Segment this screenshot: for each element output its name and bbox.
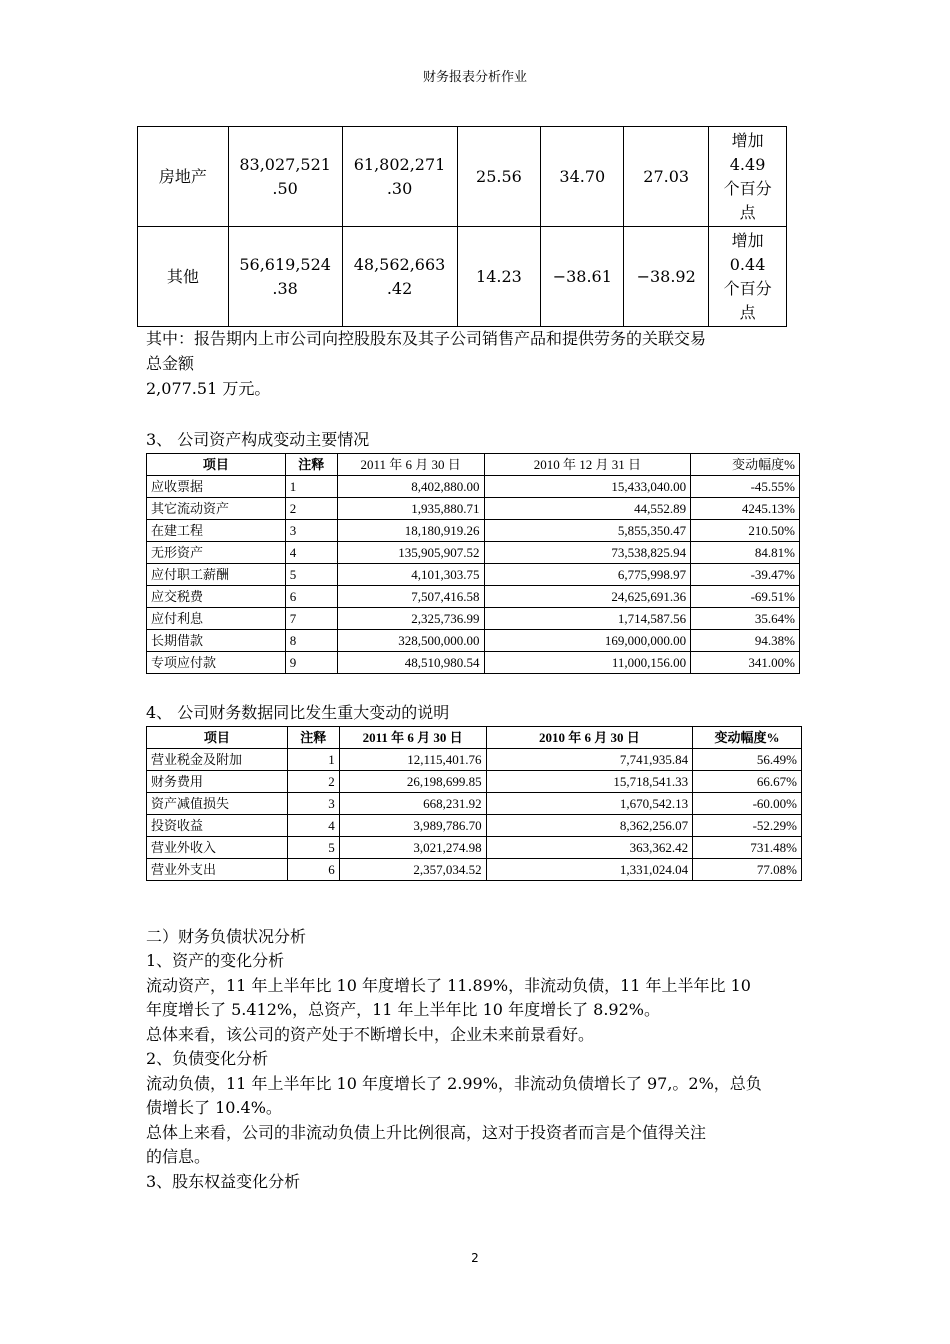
paragraph-line: 的信息。: [146, 1147, 211, 1166]
table-cell: 1,935,880.71: [337, 498, 484, 520]
table-cell: 投资收益: [147, 815, 288, 837]
table-cell: 44,552.89: [484, 498, 691, 520]
table-cell: 84.81%: [691, 542, 800, 564]
cell-line: .50: [272, 178, 298, 198]
cell-line: 56,619,524: [239, 254, 331, 274]
section-title: 4、 公司财务数据同比发生重大变动的说明: [146, 703, 450, 722]
table-cell: 在建工程: [147, 520, 286, 542]
table-cell: 210.50%: [691, 520, 800, 542]
table-cell: 应付利息: [147, 608, 286, 630]
table-row: [147, 520, 800, 542]
table-row: [138, 227, 787, 327]
table-cell: 66.67%: [693, 771, 802, 793]
table-cell: 15,433,040.00: [484, 476, 691, 498]
table-cell: 341.00%: [691, 652, 800, 674]
table-body: [147, 476, 800, 674]
table-cell: [228, 127, 342, 227]
table-header-row: [147, 454, 800, 476]
cell-line: 4.49: [729, 154, 766, 174]
cell-line: .38: [272, 278, 298, 298]
table-cell: 135,905,907.52: [337, 542, 484, 564]
table-row: [147, 749, 802, 771]
table-body: [147, 749, 802, 881]
table-cell: 363,362.42: [486, 837, 693, 859]
note-line: 其中：报告期内上市公司向控股股东及其子公司销售产品和提供劳务的关联交易: [146, 329, 707, 348]
section-title: 3、 公司资产构成变动主要情况: [146, 430, 370, 449]
column-header: 注释: [287, 727, 339, 749]
paragraph-line: 年度增长了 5.412%，总资产，11 年上半年比 10 年度增长了 8.92%。: [146, 1000, 660, 1019]
cell-line: 点: [739, 302, 756, 322]
table-cell: 1,670,542.13: [486, 793, 693, 815]
column-header: 2010 年 12 月 31 日: [484, 454, 691, 476]
table-row: [147, 564, 800, 586]
table-cell: 8,402,880.00: [337, 476, 484, 498]
note-line: 总金额: [146, 354, 195, 373]
table-cell: 2,357,034.52: [339, 859, 486, 881]
paragraph-line: 债增长了 10.4%。: [146, 1098, 282, 1117]
table-cell: 6,775,998.97: [484, 564, 691, 586]
asset-change-table: [146, 453, 800, 674]
table-cell: -69.51%: [691, 586, 800, 608]
cell-line: 61,802,271: [353, 154, 446, 174]
table-cell: 77.08%: [693, 859, 802, 881]
table-cell: 应交税费: [147, 586, 286, 608]
table-cell: 48,510,980.54: [337, 652, 484, 674]
table-cell: -45.55%: [691, 476, 800, 498]
table-row: [147, 476, 800, 498]
cell-line: 83,027,521: [239, 154, 331, 174]
cell-line: 增加: [731, 230, 764, 250]
table-cell: 8,362,256.07: [486, 815, 693, 837]
page-number: 2: [471, 1251, 479, 1265]
table-row: [147, 771, 802, 793]
table-cell: 4: [285, 542, 337, 564]
table-cell: 财务费用: [147, 771, 288, 793]
table-cell: 7,741,935.84: [486, 749, 693, 771]
table-cell: 4: [287, 815, 339, 837]
table-cell: −38.61: [541, 227, 624, 327]
cell-line: 48,562,663: [353, 254, 446, 274]
table-cell: 3: [287, 793, 339, 815]
table-cell: 328,500,000.00: [337, 630, 484, 652]
cell-line: 点: [739, 202, 756, 222]
table-cell: 5: [287, 837, 339, 859]
table-cell: 应付职工薪酬: [147, 564, 286, 586]
cell-line: 0.44: [729, 254, 766, 274]
table-cell: [342, 227, 457, 327]
table-cell: 26,198,699.85: [339, 771, 486, 793]
table-cell: 34.70: [541, 127, 624, 227]
table-cell: 1,714,587.56: [484, 608, 691, 630]
subsection-title: 1、资产的变化分析: [146, 951, 285, 970]
table-cell: 169,000,000.00: [484, 630, 691, 652]
column-header: 2010 年 6 月 30 日: [486, 727, 693, 749]
table-cell: -52.29%: [693, 815, 802, 837]
table-row: [147, 652, 800, 674]
table-cell: 营业外支出: [147, 859, 288, 881]
table-cell: 4,101,303.75: [337, 564, 484, 586]
table-cell: 8: [285, 630, 337, 652]
table-row: [147, 815, 802, 837]
table-cell: 6: [285, 586, 337, 608]
table-row: [147, 793, 802, 815]
paragraph-line: 总体来看，该公司的资产处于不断增长中，企业未来前景看好。: [146, 1025, 595, 1044]
column-header: 项目: [147, 727, 288, 749]
table-cell: 6: [287, 859, 339, 881]
table-cell: 1,331,024.04: [486, 859, 693, 881]
table-cell: 3: [285, 520, 337, 542]
financial-change-table: [146, 726, 802, 881]
table-cell: 5,855,350.47: [484, 520, 691, 542]
table-cell: 1: [287, 749, 339, 771]
table-row: [138, 127, 787, 227]
table-cell: 14.23: [457, 227, 541, 327]
table-row: [147, 837, 802, 859]
table-cell: 营业税金及附加: [147, 749, 288, 771]
table-cell: 56.49%: [693, 749, 802, 771]
note-line: 2,077.51 万元。: [146, 379, 271, 398]
table-cell: 其它流动资产: [147, 498, 286, 520]
column-header: 注释: [285, 454, 337, 476]
table-cell: 5: [285, 564, 337, 586]
table-cell: 2: [287, 771, 339, 793]
table-cell: −38.92: [624, 227, 709, 327]
table-cell: 25.56: [457, 127, 541, 227]
table-cell: 94.38%: [691, 630, 800, 652]
table-cell: 2: [285, 498, 337, 520]
segment-table: [137, 126, 787, 327]
column-header: 2011 年 6 月 30 日: [339, 727, 486, 749]
column-header: 变动幅度%: [693, 727, 802, 749]
table-cell: 24,625,691.36: [484, 586, 691, 608]
column-header: 变动幅度%: [691, 454, 800, 476]
table-cell: 3,989,786.70: [339, 815, 486, 837]
table-cell: 27.03: [624, 127, 709, 227]
subsection-title: 3、股东权益变化分析: [146, 1172, 301, 1191]
table-cell: 73,538,825.94: [484, 542, 691, 564]
cell-line: .42: [386, 278, 413, 298]
table-cell: 资产减值损失: [147, 793, 288, 815]
table-cell: [709, 127, 787, 227]
cell-line: .30: [386, 178, 413, 198]
table-cell: -39.47%: [691, 564, 800, 586]
column-header: 2011 年 6 月 30 日: [337, 454, 484, 476]
table-row: [147, 542, 800, 564]
table-cell: 3,021,274.98: [339, 837, 486, 859]
table-cell: -60.00%: [693, 793, 802, 815]
subsection-title: 2、负债变化分析: [146, 1049, 269, 1068]
table-cell: 731.48%: [693, 837, 802, 859]
table-cell: 35.64%: [691, 608, 800, 630]
cell-line: 增加: [731, 130, 764, 150]
table-row: [147, 586, 800, 608]
table-cell: 12,115,401.76: [339, 749, 486, 771]
table-cell: 专项应付款: [147, 652, 286, 674]
table-cell: 668,231.92: [339, 793, 486, 815]
table-row: [147, 630, 800, 652]
table-cell: 无形资产: [147, 542, 286, 564]
table-row: [147, 859, 802, 881]
table-cell: 15,718,541.33: [486, 771, 693, 793]
table-cell: [709, 227, 787, 327]
table-cell: [228, 227, 342, 327]
table-cell: 2,325,736.99: [337, 608, 484, 630]
table-cell: 营业外收入: [147, 837, 288, 859]
table-cell: 18,180,919.26: [337, 520, 484, 542]
segment-name: 其他: [138, 227, 229, 327]
table-row: [147, 498, 800, 520]
table-cell: 长期借款: [147, 630, 286, 652]
column-header: 项目: [147, 454, 286, 476]
paragraph-line: 流动负债，11 年上半年比 10 年度增长了 2.99%，非流动负债增长了 97,。2%，总负: [146, 1074, 762, 1093]
table-cell: 1: [285, 476, 337, 498]
table-cell: 11,000,156.00: [484, 652, 691, 674]
segment-name: 房地产: [138, 127, 229, 227]
table-cell: 4245.13%: [691, 498, 800, 520]
table-cell: 7,507,416.58: [337, 586, 484, 608]
cell-line: 个百分: [723, 278, 772, 298]
table-cell: 应收票据: [147, 476, 286, 498]
table-cell: 9: [285, 652, 337, 674]
page-header: 财务报表分析作业: [422, 70, 527, 85]
table-header-row: [147, 727, 802, 749]
analysis-heading: 二）财务负债状况分析: [146, 927, 307, 946]
table-cell: [342, 127, 457, 227]
table-cell: 7: [285, 608, 337, 630]
table-row: [147, 608, 800, 630]
paragraph-line: 总体上来看，公司的非流动负债上升比例很高，这对于投资者而言是个值得关注: [146, 1123, 707, 1142]
cell-line: 个百分: [723, 178, 772, 198]
paragraph-line: 流动资产，11 年上半年比 10 年度增长了 11.89%，非流动负债，11 年上半年比 10: [146, 976, 751, 995]
